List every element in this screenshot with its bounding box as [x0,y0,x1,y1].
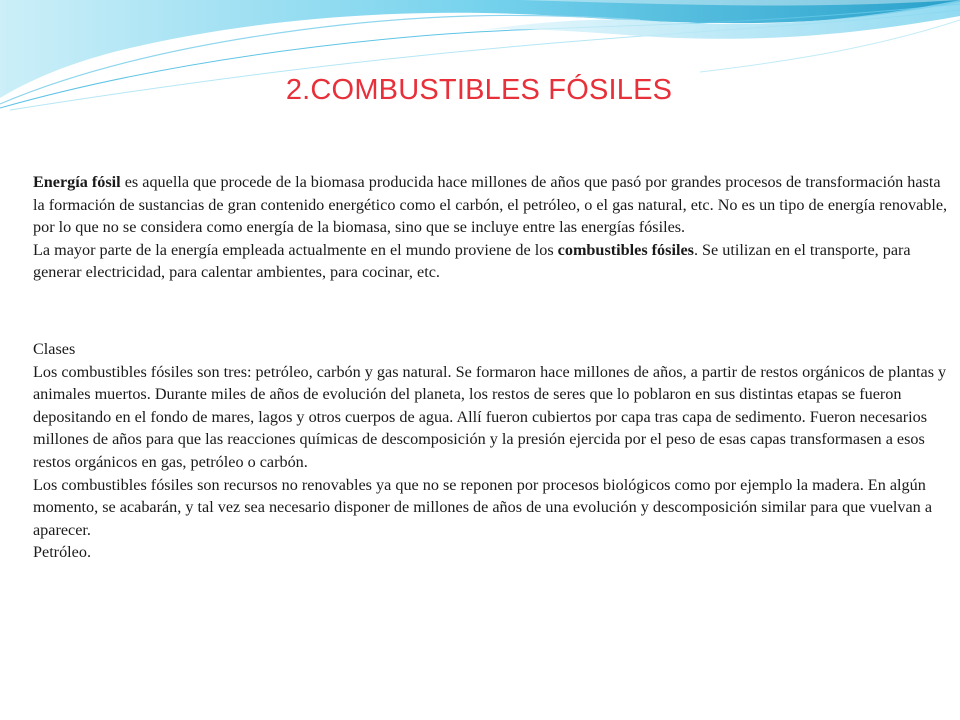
clases-heading: Clases [33,340,76,358]
intro-definition: es aquella que procede de la biomasa producida hace millones de años que pasó por grandes procesos de transformación hasta la formación de sustancias de gran contenido energético como el carbón, el petróleo, o el gas natural, etc. No es un tipo de energía renovable, por lo que no se considera como energía de la biomasa, sino que se incluye entre las energías fósiles. [33,173,948,237]
intro-text-block [33,171,951,239]
term-combustibles-fosiles: combustibles fósiles [557,240,694,259]
intro-usage-text: La mayor parte de la energía empleada actualmente en el mundo proviene de los combustibles fósiles. Se utilizan en el transporte, para generar electricidad, para calentar ambientes, para cocinar, etc. [33,240,911,282]
clases-paragraph-origin: Los combustibles fósiles son tres: petróleo, carbón y gas natural. Se formaron hace millones de años, a partir de restos orgánicos de plantas y animales muertos. Durante miles de años de evolución del planeta, los restos de seres que lo poblaron en sus distintas etapas se fueron depositando en el fondo de mares, lagos y otros cuerpos de agua. Allí fueron cubiertos por capa tras capa de sedimento. Fueron necesarios millones de años para que las reacciones químicas de descomposición y la presión ejercida por el peso de esas capas transformasen a esos restos orgánicos en gas, petróleo o carbón. [33,362,947,471]
slide-title: 2.COMBUSTIBLES FÓSILES [285,74,673,106]
clases-section [33,338,951,564]
clases-petroleo-label: Petróleo. [33,543,91,562]
clases-paragraph-nonrenewable: Los combustibles fósiles son recursos no renovables ya que no se reponen por procesos biológicos como por ejemplo la madera. En algún momento, se acabarán, y tal vez sea necesario disponer de millones de años de una evolución y descomposición similar para que vuelvan a aparecer. [33,475,932,539]
intro-paragraph [33,171,951,284]
term-energia-fosil: Energía fósil [33,173,121,191]
